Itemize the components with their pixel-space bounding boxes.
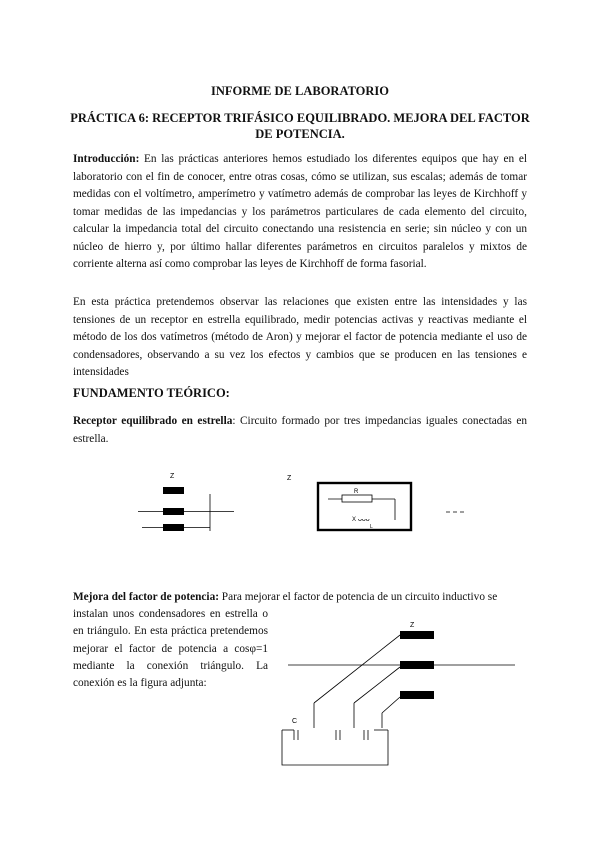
practice-title-line1: PRÁCTICA 6: RECEPTOR TRIFÁSICO EQUILIBRADO. MEJORA DEL FACTOR <box>70 111 530 125</box>
impedance-label-z: Z <box>170 473 175 480</box>
mejora-label: Mejora del factor de potencia: <box>73 591 219 603</box>
impedance-detail-label-z: Z <box>287 475 292 482</box>
receptor-paragraph <box>73 413 527 448</box>
practice-title <box>60 110 540 142</box>
capacitor-lead <box>314 635 400 703</box>
coil-symbol: ᴗᴗᴗ <box>358 516 370 523</box>
impedance-block-3 <box>400 691 434 699</box>
impedance-label-z: Z <box>410 622 415 629</box>
mejora-text-line1: Para mejorar el factor de potencia de un circuito inductivo se <box>218 591 498 603</box>
resistor-label: R <box>354 489 359 495</box>
report-title: INFORME DE LABORATORIO <box>210 84 390 98</box>
intro-label: Introducción: <box>73 153 140 165</box>
intro-text: En las prácticas anteriores hemos estudiado los diferentes equipos que hay en el laboratorio con el fin de conocer, entre otras cosas, cómo se utilizan, sus escalas; además de tomar medidas con el voltímetro, amperímetro y vatímetro además de comprobar las leyes de Kirchhoff y tomar medidas de las impedancias y los parámetros particulares de cada elemento del circuito, calcular la impedancia total del circuito conectando una resistencia en serie; sin núcleo y con un núcleo de hierro y, por último hallar diferentes parámetros en circuitos paralelos y mixtos de corriente alterna así como comprobar las leyes de Kirchhoff de forma fasorial. <box>73 153 527 270</box>
impedance-block-2 <box>400 661 434 669</box>
fundamento-heading: FUNDAMENTO TEÓRICO: <box>73 386 230 400</box>
inductance-label: L <box>370 524 373 530</box>
impedance-block-1 <box>163 487 184 494</box>
capacitor-lead <box>382 697 400 713</box>
impedance-block-1 <box>400 631 434 639</box>
practice-title-line2: DE POTENCIA. <box>255 127 345 141</box>
delta-capacitor-diagram <box>270 615 520 775</box>
receptor-label: Receptor equilibrado en estrella <box>73 415 233 427</box>
capacitor-label: C <box>292 718 298 725</box>
impedance-block-3 <box>163 524 184 531</box>
resistor-symbol <box>342 495 372 502</box>
intro-paragraph <box>73 151 527 274</box>
mejora-first-line <box>73 589 533 607</box>
reactance-label: X <box>352 517 357 523</box>
capacitor-lead <box>354 667 400 703</box>
mejora-paragraph: instalan unos condensadores en estrella o en triángulo. En esta práctica pretendemos mejorar el factor de potencia a cosφ=1 mediante la conexión triángulo. La conexión es la figura adjunta: <box>73 608 268 690</box>
receptor-text: : Circuito formado por tres impedancias iguales conectadas en estrella. <box>73 415 527 445</box>
objective-paragraph: En esta práctica pretendemos observar las relaciones que existen entre las intensidades y las tensiones de un receptor en estrella equilibrado, medir potencias activas y reactivas mediante el método de los dos vatímetros (método de Aron) y mejorar el factor de potencia mediante el uso de condensadores, observando a su vez los efectos y cambios que se producen en las tensiones e intensidades <box>73 296 527 378</box>
star-receptor-diagram <box>130 468 470 548</box>
